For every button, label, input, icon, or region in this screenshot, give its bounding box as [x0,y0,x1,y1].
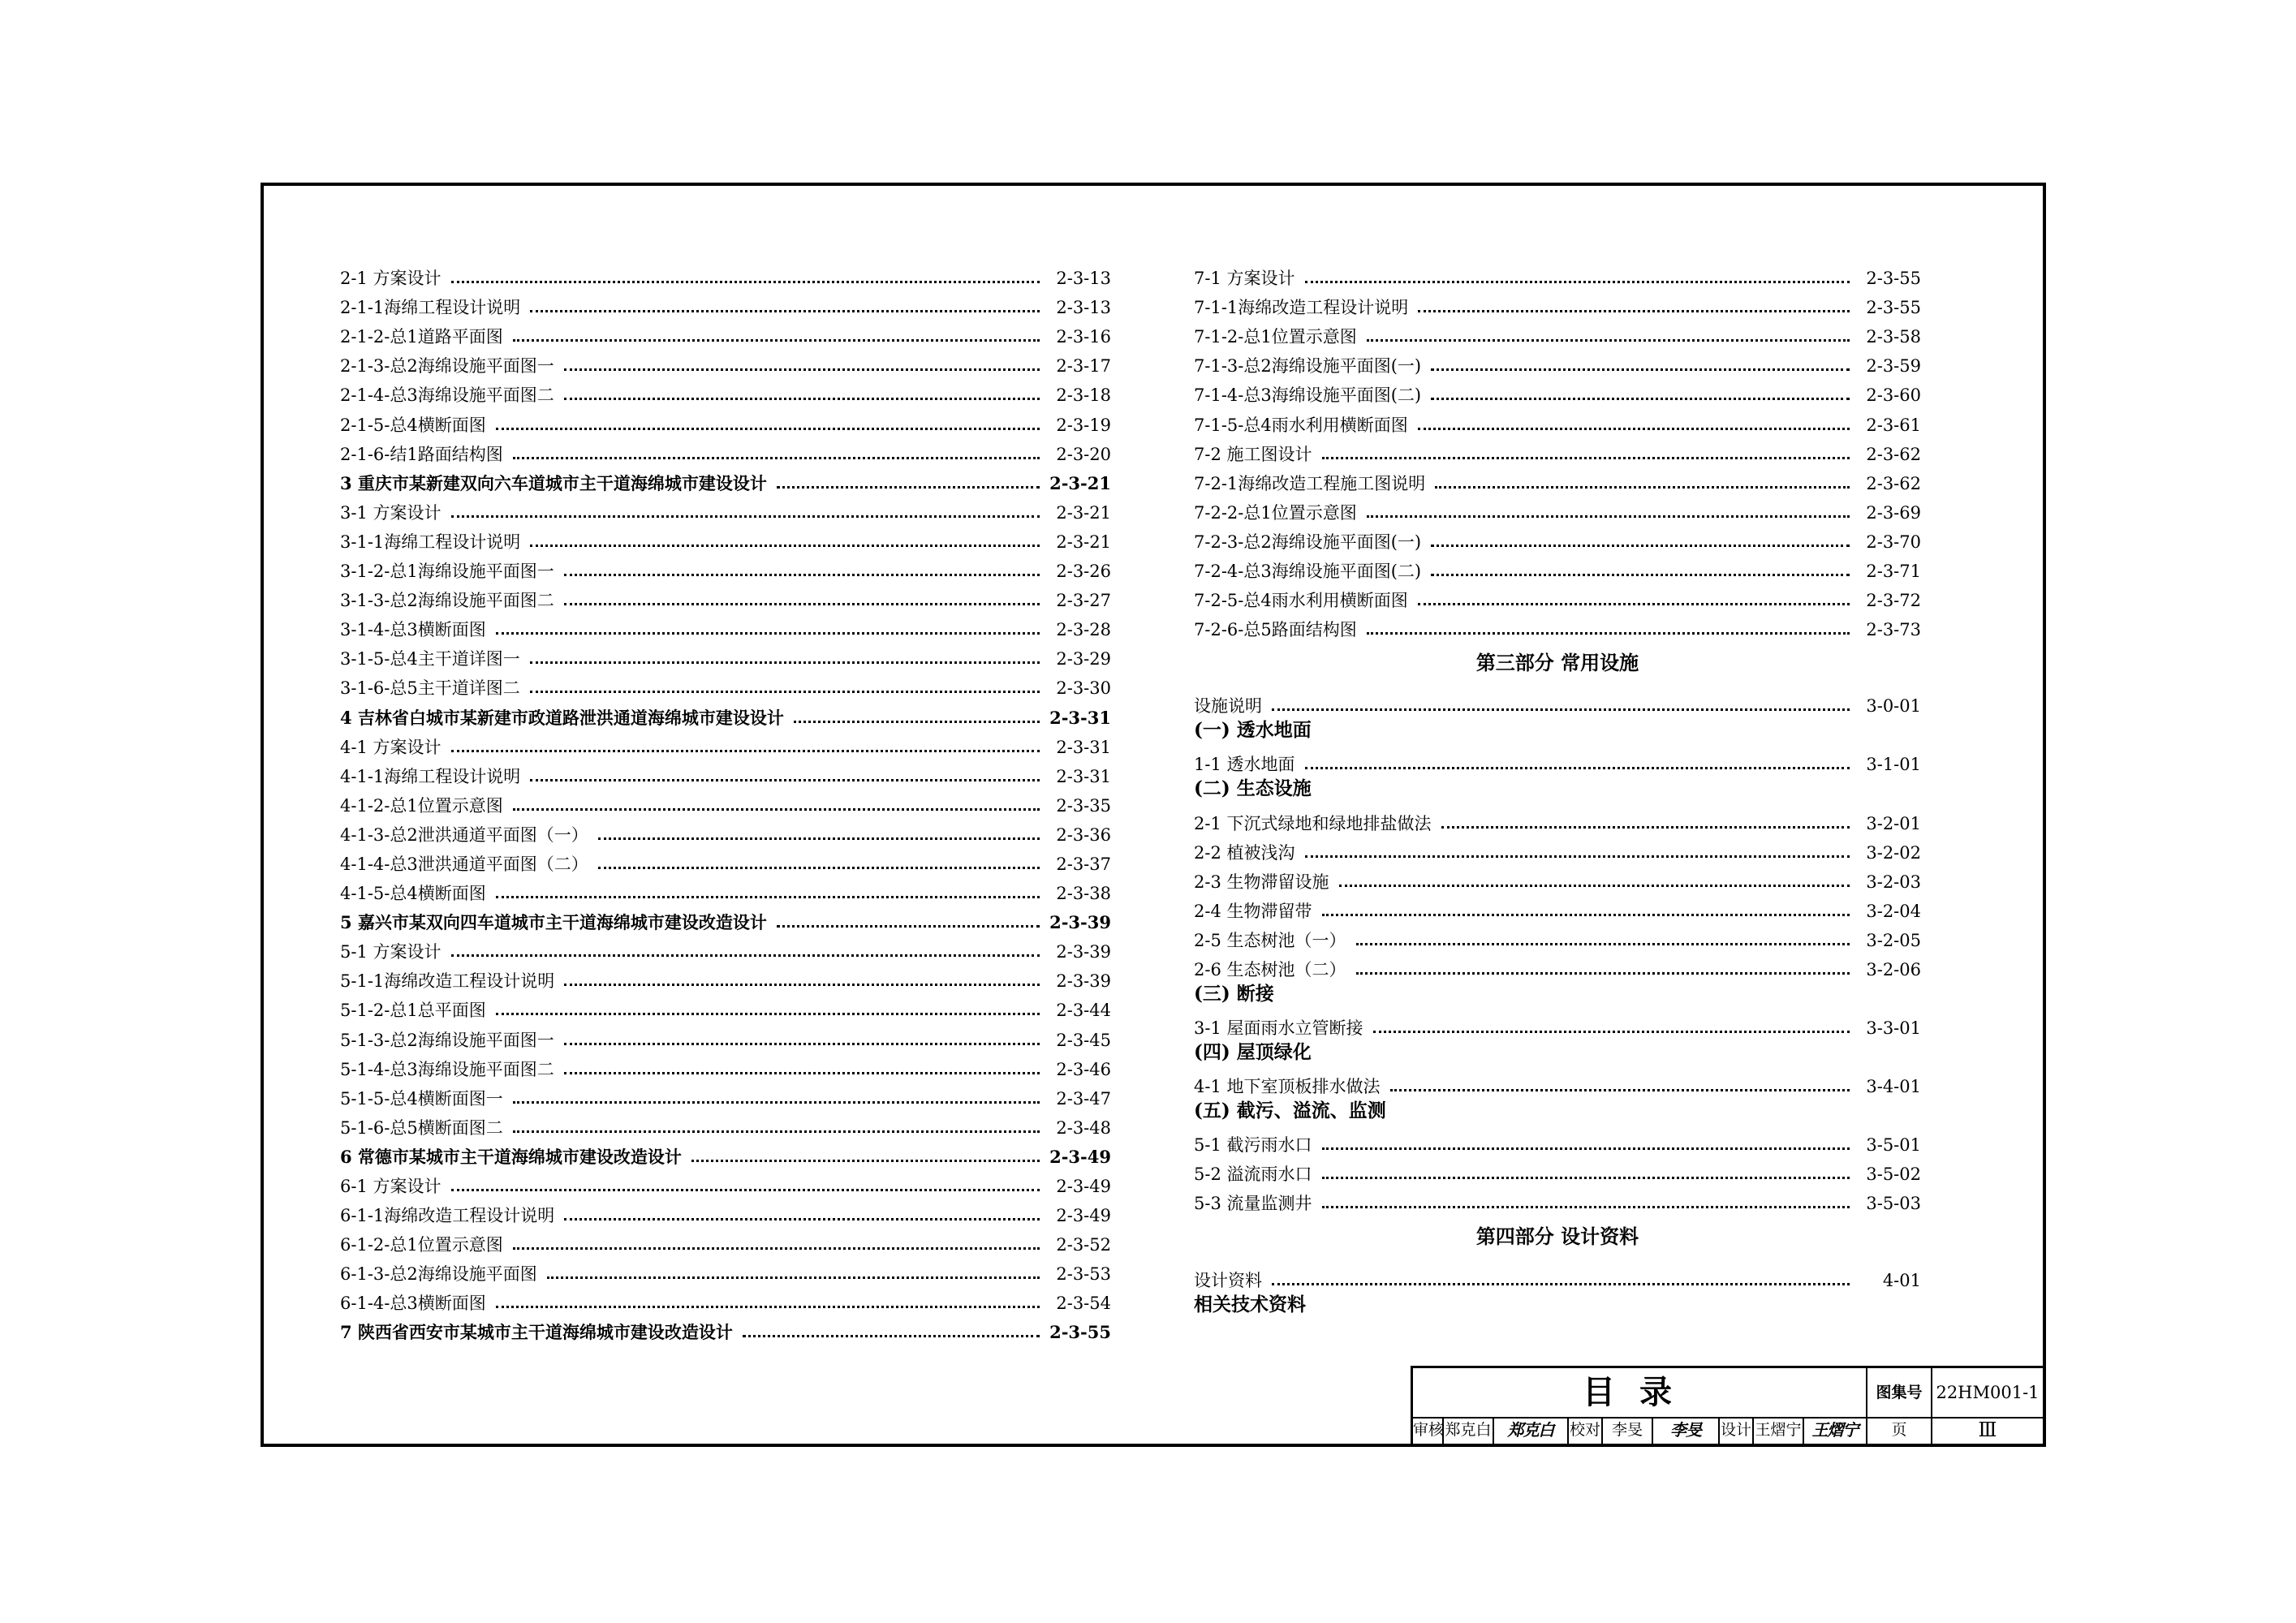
toc-entry [1194,687,1921,716]
toc-entry-page: 3-3-01 [1866,1018,1921,1039]
toc-entry-page: 3-5-01 [1866,1135,1921,1156]
toc-entry-page: 2-3-21 [1056,532,1111,552]
toc-entry [340,435,1111,464]
toc-entry-page: 2-3-60 [1866,385,1921,406]
toc-entry [340,1196,1111,1225]
toc-entry [340,317,1111,347]
dot-leader [1322,457,1850,459]
page-label: 页 [1867,1417,1932,1444]
check-label: 校对 [1569,1417,1603,1444]
review-label: 审核 [1413,1417,1444,1444]
toc-entry-page: 2-3-38 [1056,884,1111,904]
toc-entry-page: 3-2-06 [1866,959,1921,979]
toc-entry-title: 2-4 生物滞留带 [1194,901,1312,921]
toc-entry [340,493,1111,523]
dot-leader [564,603,1040,605]
toc-entry [340,610,1111,639]
toc-entry-title: 6 常德市某城市主干道海绵城市建设改造设计 [340,1146,682,1167]
dot-leader [451,1189,1040,1191]
dot-leader [1367,632,1850,635]
toc-entry-page: 2-3-48 [1056,1117,1111,1138]
toc-entry-page: 2-3-49 [1056,1177,1111,1196]
dot-leader [513,457,1040,459]
dot-leader [564,368,1040,371]
toc-entry-page: 2-3-35 [1056,795,1111,816]
title-block-top-row [1413,1368,2043,1419]
toc-entry [1194,435,1921,464]
group-heading: (三) 断接 [1194,982,1274,1005]
title-block-signature-row [1413,1417,2043,1444]
group-heading: (一) 透水地面 [1194,719,1312,742]
dot-leader [1305,281,1850,283]
toc-entry [340,1020,1111,1049]
toc-entry [340,1109,1111,1138]
toc-entry [340,1255,1111,1284]
related-materials-heading: 相关技术资料 [1194,1293,1306,1315]
design-label: 设计 [1720,1417,1754,1444]
dot-leader [1367,339,1850,342]
toc-entry-page: 2-3-27 [1056,591,1111,611]
dot-leader [1339,885,1850,887]
dot-leader [1356,972,1850,975]
title-block [1411,1366,2043,1444]
toc-entry-title: 5-1-1海绵改造工程设计说明 [340,971,555,992]
toc-entry [1194,1009,1921,1038]
toc-entry-page: 2-3-70 [1866,532,1921,552]
dot-leader [777,925,1040,928]
toc-entry-page: 2-3-45 [1056,1030,1111,1050]
toc-entry-title: 4-1-4-总3泄洪通道平面图（二） [340,854,588,874]
dot-leader [564,1072,1040,1074]
dot-leader [1322,1177,1850,1179]
toc-entry-title: 2-1-1海绵工程设计说明 [340,298,521,318]
dot-leader [1418,603,1850,605]
toc-entry-title: 7-2-6-总5路面结构图 [1194,620,1357,640]
toc-entry [340,1313,1111,1342]
toc-entry [340,288,1111,317]
toc-entry-page: 3-1-01 [1866,755,1921,775]
toc-entry-title: 5 嘉兴市某双向四车道城市主干道海绵城市建设改造设计 [340,912,767,933]
dot-leader [777,486,1040,489]
dot-leader [513,808,1040,811]
dot-leader [564,398,1040,400]
toc-entry-page: 3-0-01 [1866,696,1921,717]
toc-entry [1194,1155,1921,1184]
reviewer-signature: 郑克白 [1494,1417,1569,1444]
dot-leader [530,779,1040,781]
toc-entry [340,786,1111,816]
dot-leader [1431,398,1850,400]
toc-entry [340,1225,1111,1255]
toc-entry-page: 2-3-53 [1056,1264,1111,1285]
toc-entry-page: 2-3-39 [1056,942,1111,962]
toc-entry-title: 7 陕西省西安市某城市主干道海绵城市建设改造设计 [340,1322,733,1343]
checker-signature: 李旻 [1653,1417,1720,1444]
toc-entry-page: 2-3-36 [1056,824,1111,845]
toc-entry-page: 2-3-52 [1056,1235,1111,1255]
toc-entry-page: 2-3-44 [1056,1001,1111,1021]
toc-entry [340,874,1111,903]
dot-leader [564,574,1040,576]
toc-entry [340,1079,1111,1109]
toc-entry-title: 2-1-5-总4横断面图 [340,415,486,435]
dot-leader [496,1013,1040,1015]
toc-entry-page: 2-3-13 [1056,269,1111,289]
toc-entry [1194,552,1921,581]
dot-leader [1305,855,1850,858]
toc-entry-title: 3-1-1海绵工程设计说明 [340,532,521,552]
toc-entry-page: 3-2-02 [1866,842,1921,863]
toc-entry-page: 2-3-37 [1056,854,1111,874]
toc-entry [340,698,1111,727]
toc-entry [1194,317,1921,347]
dot-leader [564,1043,1040,1045]
toc-entry [1194,892,1921,921]
toc-entry-page: 2-3-21 [1056,502,1111,523]
toc-entry-title: 4-1 地下室顶板排水做法 [1194,1077,1381,1097]
toc-entry [340,669,1111,698]
dot-leader [1272,1283,1850,1285]
toc-entry [1194,1067,1921,1096]
toc-entry-page: 2-3-31 [1049,707,1111,728]
dot-leader [1431,368,1850,371]
toc-entry-title: 2-1-2-总1道路平面图 [340,327,503,347]
reviewer-name: 郑克白 [1444,1417,1494,1444]
section-title-part3: 第三部分 常用设施 [1475,651,1639,675]
toc-entry-page: 2-3-61 [1866,415,1921,435]
dot-leader [547,1276,1040,1279]
toc-entry-page: 2-3-28 [1056,620,1111,640]
toc-entry-title: 7-2-4-总3海绵设施平面图(二) [1194,562,1422,582]
toc-entry-title: 2-5 生态树池（一） [1194,930,1346,950]
toc-entry-page: 2-3-49 [1049,1146,1111,1167]
dot-leader [1431,574,1850,576]
toc-entry-page: 2-3-69 [1866,502,1921,523]
toc-entry-title: 2-2 植被浅沟 [1194,842,1295,863]
toc-entry-title: 4 吉林省白城市某新建市政道路泄洪通道海绵城市建设设计 [340,707,784,728]
toc-entry-page: 2-3-21 [1049,472,1111,493]
dot-leader [691,1160,1040,1162]
toc-entry [340,845,1111,874]
toc-entry-title: 3 重庆市某新建双向六车道城市主干道海绵城市建设设计 [340,472,767,493]
toc-entry-page: 2-3-39 [1049,912,1111,933]
page-title: 目录 [1413,1368,1867,1417]
toc-entry [1194,1184,1921,1213]
toc-entry-title: 6-1-3-总2海绵设施平面图 [340,1264,537,1285]
toc-entry-title: 4-1-3-总2泄洪通道平面图（一） [340,824,588,845]
toc-entry-title: 6-1-1海绵改造工程设计说明 [340,1206,555,1226]
toc-entry [1194,405,1921,434]
dot-leader [564,1218,1040,1220]
toc-entry-page: 2-3-18 [1056,385,1111,406]
toc-entry-title: 2-1-4-总3海绵设施平面图二 [340,385,554,406]
toc-entry [1194,288,1921,317]
toc-entry [340,757,1111,786]
toc-entry-page: 2-3-13 [1056,298,1111,318]
toc-entry-title: 2-3 生物滞留设施 [1194,872,1329,892]
toc-entry [340,376,1111,405]
toc-entry-title: 3-1-5-总4主干道详图一 [340,649,520,669]
toc-entry [340,991,1111,1020]
dot-leader [451,281,1040,283]
toc-entry-page: 2-3-16 [1056,327,1111,347]
toc-entry-page: 3-5-02 [1866,1165,1921,1185]
toc-entry-title: 5-1-5-总4横断面图一 [340,1088,503,1109]
dot-leader [1272,708,1850,711]
dot-leader [1356,943,1850,945]
toc-entry-title: 6-1 方案设计 [340,1177,442,1196]
dot-leader [530,691,1040,693]
dot-leader [1322,1206,1850,1208]
toc-entry-title: 5-1-2-总1总平面图 [340,1001,486,1021]
toc-entry-page: 2-3-29 [1056,649,1111,669]
toc-entry-page: 2-3-55 [1866,269,1921,289]
toc-entry-title: 5-1-6-总5横断面图二 [340,1117,503,1138]
toc-entry-title: 7-1-3-总2海绵设施平面图(一) [1194,356,1422,377]
toc-entry-page: 2-3-72 [1866,591,1921,611]
toc-entry [340,464,1111,493]
toc-entry-title: 5-1-3-总2海绵设施平面图一 [340,1030,554,1050]
toc-entry-title: 2-1 方案设计 [340,269,442,289]
toc-entry-title: 5-3 流量监测井 [1194,1194,1312,1214]
toc-entry-page: 2-3-19 [1056,415,1111,435]
toc-entry-title: 6-1-2-总1位置示意图 [340,1235,503,1255]
toc-entry [1194,745,1921,774]
toc-entry-title: 3-1 屋面雨水立管断接 [1194,1018,1363,1039]
toc-entry [1194,921,1921,950]
dot-leader [1322,1147,1850,1150]
dot-leader [451,750,1040,752]
dot-leader [1367,515,1850,518]
toc-entry-title: 3-1 方案设计 [340,502,442,523]
toc-entry-title: 3-1-2-总1海绵设施平面图一 [340,562,554,582]
toc-entry [340,1050,1111,1079]
toc-entry [340,1138,1111,1167]
toc-entry-page: 3-4-01 [1866,1077,1921,1097]
dot-leader [1390,1089,1850,1091]
toc-entry [340,581,1111,610]
toc-entry-title: 7-1-2-总1位置示意图 [1194,327,1357,347]
toc-entry-page: 3-2-03 [1866,872,1921,892]
toc-entry-page: 2-3-55 [1049,1322,1111,1343]
checker-name: 李旻 [1603,1417,1653,1444]
toc-entry [340,1167,1111,1196]
toc-entry [1194,833,1921,863]
dot-leader [530,545,1040,547]
toc-entry-page: 3-2-05 [1866,930,1921,950]
toc-entry [1194,950,1921,979]
toc-entry [1194,347,1921,376]
toc-entry-title: 5-1-4-总3海绵设施平面图二 [340,1059,554,1079]
toc-entry-title: 设计资料 [1194,1270,1262,1290]
toc-entry-title: 7-1-5-总4雨水利用横断面图 [1194,415,1408,435]
dot-leader [496,896,1040,898]
dot-leader [1431,545,1850,547]
dot-leader [496,428,1040,430]
designer-name: 王熠宁 [1754,1417,1804,1444]
dot-leader [513,1247,1040,1250]
toc-entry [340,259,1111,288]
toc-entry-title: 2-1-3-总2海绵设施平面图一 [340,356,554,377]
group-heading: (四) 屋顶绿化 [1194,1041,1312,1064]
toc-entry-title: 4-1 方案设计 [340,737,442,757]
toc-entry-title: 7-2 施工图设计 [1194,444,1312,464]
toc-entry [340,728,1111,757]
toc-entry-page: 2-3-26 [1056,562,1111,582]
toc-entry-title: 设施说明 [1194,696,1262,717]
dot-leader [1322,914,1850,916]
toc-entry [1194,610,1921,639]
dot-leader [1418,428,1850,430]
toc-entry-title: 5-2 溢流雨水口 [1194,1165,1312,1185]
toc-entry-page: 2-3-71 [1866,562,1921,582]
toc-entry [340,523,1111,552]
group-heading: (二) 生态设施 [1194,777,1312,800]
toc-entry-title: 3-1-4-总3横断面图 [340,620,486,640]
toc-entry-title: 7-2-1海绵改造工程施工图说明 [1194,473,1426,493]
dot-leader [513,1130,1040,1133]
toc-entry-page: 2-3-47 [1056,1088,1111,1109]
toc-entry-title: 7-1-1海绵改造工程设计说明 [1194,298,1409,318]
toc-entry-page: 2-3-31 [1056,737,1111,757]
toc-entry-title: 7-2-3-总2海绵设施平面图(一) [1194,532,1422,552]
toc-entry-page: 2-3-30 [1056,678,1111,699]
dot-leader [496,632,1040,635]
dot-leader [1435,486,1850,489]
dot-leader [1305,767,1850,769]
toc-entry-page: 2-3-31 [1056,766,1111,786]
toc-entry-title: 4-1-1海绵工程设计说明 [340,766,521,786]
toc-entry [1194,259,1921,288]
toc-entry-page: 2-3-55 [1866,298,1921,318]
toc-entry [1194,493,1921,523]
toc-entry-page: 2-3-62 [1866,473,1921,493]
toc-right-column [1194,259,1921,1319]
toc-entry-page: 2-3-54 [1056,1294,1111,1314]
toc-entry [1194,863,1921,892]
section-title-part4: 第四部分 设计资料 [1475,1225,1639,1249]
toc-entry-title: 7-2-5-总4雨水利用横断面图 [1194,591,1408,611]
dot-leader [530,661,1040,664]
toc-entry [340,1284,1111,1313]
toc-entry-page: 4-01 [1882,1270,1921,1290]
toc-entry-title: 6-1-4-总3横断面图 [340,1294,486,1314]
toc-entry-page: 2-3-17 [1056,356,1111,377]
toc-entry-page: 2-3-49 [1056,1206,1111,1226]
toc-entry-title: 7-2-2-总1位置示意图 [1194,502,1357,523]
toc-entry-page: 3-5-03 [1866,1194,1921,1214]
dot-leader [743,1335,1040,1337]
toc-entry-title: 7-1-4-总3海绵设施平面图(二) [1194,385,1422,406]
dot-leader [530,310,1040,312]
toc-entry-page: 3-2-01 [1866,813,1921,833]
dot-leader [451,954,1040,957]
toc-entry [1194,464,1921,493]
toc-entry [340,932,1111,962]
toc-entry [1194,1126,1921,1155]
dot-leader [598,837,1040,840]
toc-entry-title: 7-1 方案设计 [1194,269,1295,289]
dot-leader [513,339,1040,342]
toc-left-column [340,259,1111,1342]
toc-entry [1194,581,1921,610]
toc-entry [1194,803,1921,833]
toc-entry-title: 1-1 透水地面 [1194,755,1295,775]
toc-entry-page: 2-3-62 [1866,444,1921,464]
dot-leader [1373,1031,1850,1033]
dot-leader [794,721,1040,723]
toc-entry-page: 2-3-46 [1056,1059,1111,1079]
toc-entry [340,639,1111,669]
toc-entry-title: 3-1-6-总5主干道详图二 [340,678,520,699]
dot-leader [496,1306,1040,1308]
toc-entry [1194,523,1921,552]
toc-entry-title: 5-1 截污雨水口 [1194,1135,1312,1156]
atlas-number: 22HM001-1 [1936,1383,2040,1402]
group-heading: (五) 截污、溢流、监测 [1194,1100,1386,1122]
toc-entry-title: 4-1-5-总4横断面图 [340,884,486,904]
dot-leader [564,984,1040,986]
atlas-number-label: 图集号 [1867,1368,1932,1417]
toc-entry-title: 2-1-6-结1路面结构图 [340,444,503,464]
toc-entry [340,816,1111,845]
toc-entry [340,552,1111,581]
toc-entry-title: 5-1 方案设计 [340,942,442,962]
toc-entry [1194,376,1921,405]
toc-entry-title: 3-1-3-总2海绵设施平面图二 [340,591,554,611]
toc-entry-page: 2-3-20 [1056,444,1111,464]
toc-entry [340,962,1111,991]
dot-leader [513,1101,1040,1104]
dot-leader [598,867,1040,869]
toc-entry-page: 2-3-73 [1866,620,1921,640]
dot-leader [451,515,1040,518]
dot-leader [1418,310,1850,312]
toc-entry-page: 3-2-04 [1866,901,1921,921]
designer-signature: 王熠宁 [1804,1417,1867,1444]
page-number: Ⅲ [1978,1419,1997,1441]
toc-entry [340,347,1111,376]
toc-entry-page: 2-3-39 [1056,971,1111,992]
toc-entry-title: 2-6 生态树池（二） [1194,959,1346,979]
toc-entry-page: 2-3-58 [1866,327,1921,347]
toc-entry-page: 2-3-59 [1866,356,1921,377]
dot-leader [1441,826,1850,829]
toc-entry [1194,1260,1921,1289]
toc-entry [340,903,1111,932]
toc-entry-title: 4-1-2-总1位置示意图 [340,795,503,816]
toc-entry-title: 2-1 下沉式绿地和绿地排盐做法 [1194,813,1432,833]
toc-entry [340,405,1111,434]
